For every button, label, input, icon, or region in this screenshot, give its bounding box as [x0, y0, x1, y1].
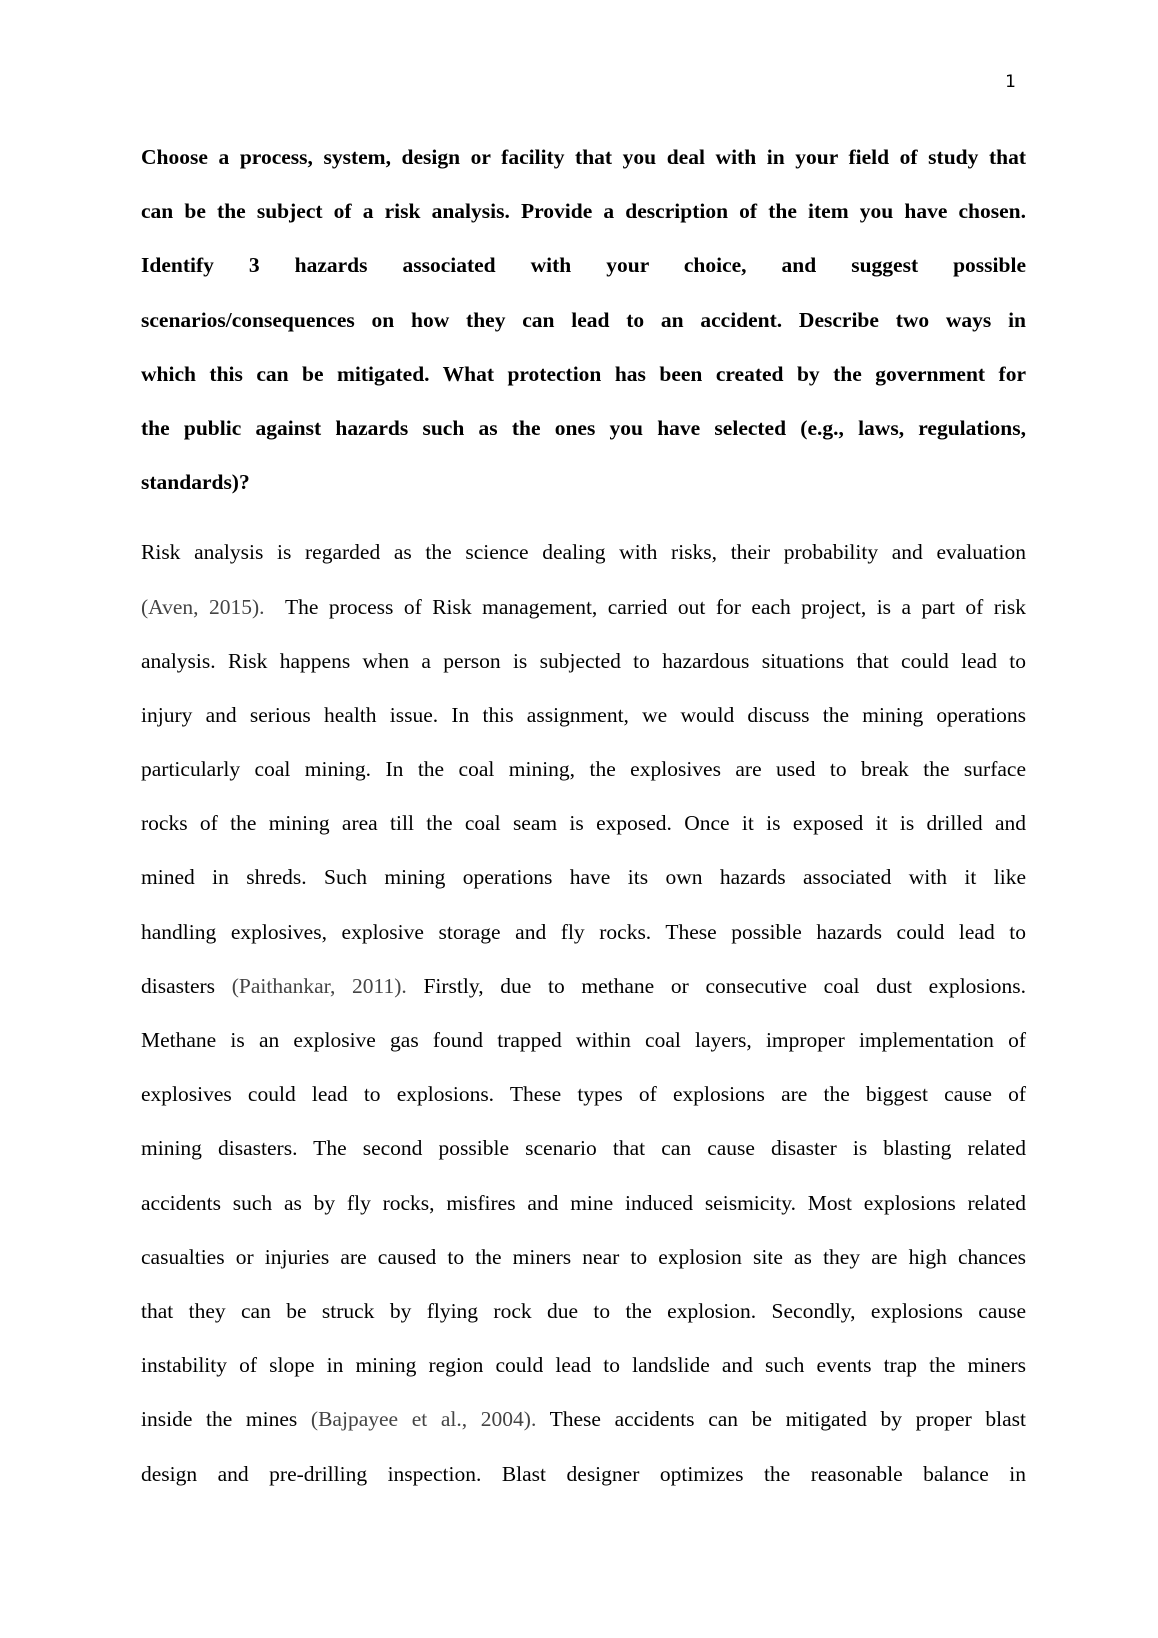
page-number: 1 [1005, 72, 1016, 92]
citation: (Aven, 2015). [141, 594, 265, 619]
answer-line: analysis. Risk happens when a person is subjected to hazardous situations that could lead to [141, 648, 1026, 673]
answer-line: particularly coal mining. In the coal mining, the explosives are used to break the surface [141, 757, 1026, 782]
question-line: Choose a process, system, design or facility that you deal with in your field of study that [141, 145, 1026, 169]
answer-line: explosives could lead to explosions. These types of explosions are the biggest cause of [141, 1082, 1026, 1107]
answer-line: disasters (Paithankar, 2011). Firstly, due to methane or consecutive coal dust explosions. [141, 973, 1027, 998]
answer-paragraph [141, 525, 1026, 1500]
citation: (Bajpayee et al., 2004). [310, 1407, 537, 1432]
question-line: which this can be mitigated. What protection has been created by the government for [141, 361, 1026, 386]
answer-line: injury and serious health issue. In this assignment, we would discuss the mining operations [141, 702, 1026, 727]
question-line: the public against hazards such as the ones you have selected (e.g., laws, regulations, [141, 415, 1026, 440]
question-line: standards)? [141, 470, 250, 495]
question-line: Identify 3 hazards associated with your choice, and suggest possible [141, 253, 1026, 278]
document-body [141, 130, 1026, 1501]
question-line: scenarios/consequences on how they can lead to an accident. Describe two ways in [141, 307, 1026, 332]
assignment-question [141, 130, 1026, 509]
answer-line: mined in shreds. Such mining operations have its own hazards associated with it like [141, 865, 1026, 890]
answer-line: rocks of the mining area till the coal seam is exposed. Once it is exposed it is drilled and [141, 811, 1026, 836]
answer-line: that they can be struck by flying rock due to the explosion. Secondly, explosions cause [141, 1298, 1026, 1323]
citation: (Paithankar, 2011). [231, 973, 407, 998]
answer-line: inside the mines (Bajpayee et al., 2004). These accidents can be mitigated by proper blast [141, 1407, 1026, 1432]
question-line: can be the subject of a risk analysis. Provide a description of the item you have chosen. [141, 199, 1026, 224]
answer-line: (Aven, 2015). The process of Risk management, carried out for each project, is a part of risk [141, 594, 1026, 619]
answer-line: instability of slope in mining region could lead to landslide and such events trap the miners [141, 1353, 1026, 1378]
answer-line: handling explosives, explosive storage and fly rocks. These possible hazards could lead to [141, 919, 1026, 944]
answer-line: accidents such as by fly rocks, misfires and mine induced seismicity. Most explosions related [141, 1190, 1026, 1215]
answer-line: design and pre-drilling inspection. Blast designer optimizes the reasonable balance in [141, 1461, 1026, 1486]
answer-line: Risk analysis is regarded as the science dealing with risks, their probability and evaluation [141, 540, 1026, 565]
answer-line: Methane is an explosive gas found trapped within coal layers, improper implementation of [141, 1028, 1026, 1052]
answer-line: mining disasters. The second possible scenario that can cause disaster is blasting related [141, 1136, 1026, 1161]
answer-line: casualties or injuries are caused to the miners near to explosion site as they are high chances [141, 1244, 1026, 1269]
